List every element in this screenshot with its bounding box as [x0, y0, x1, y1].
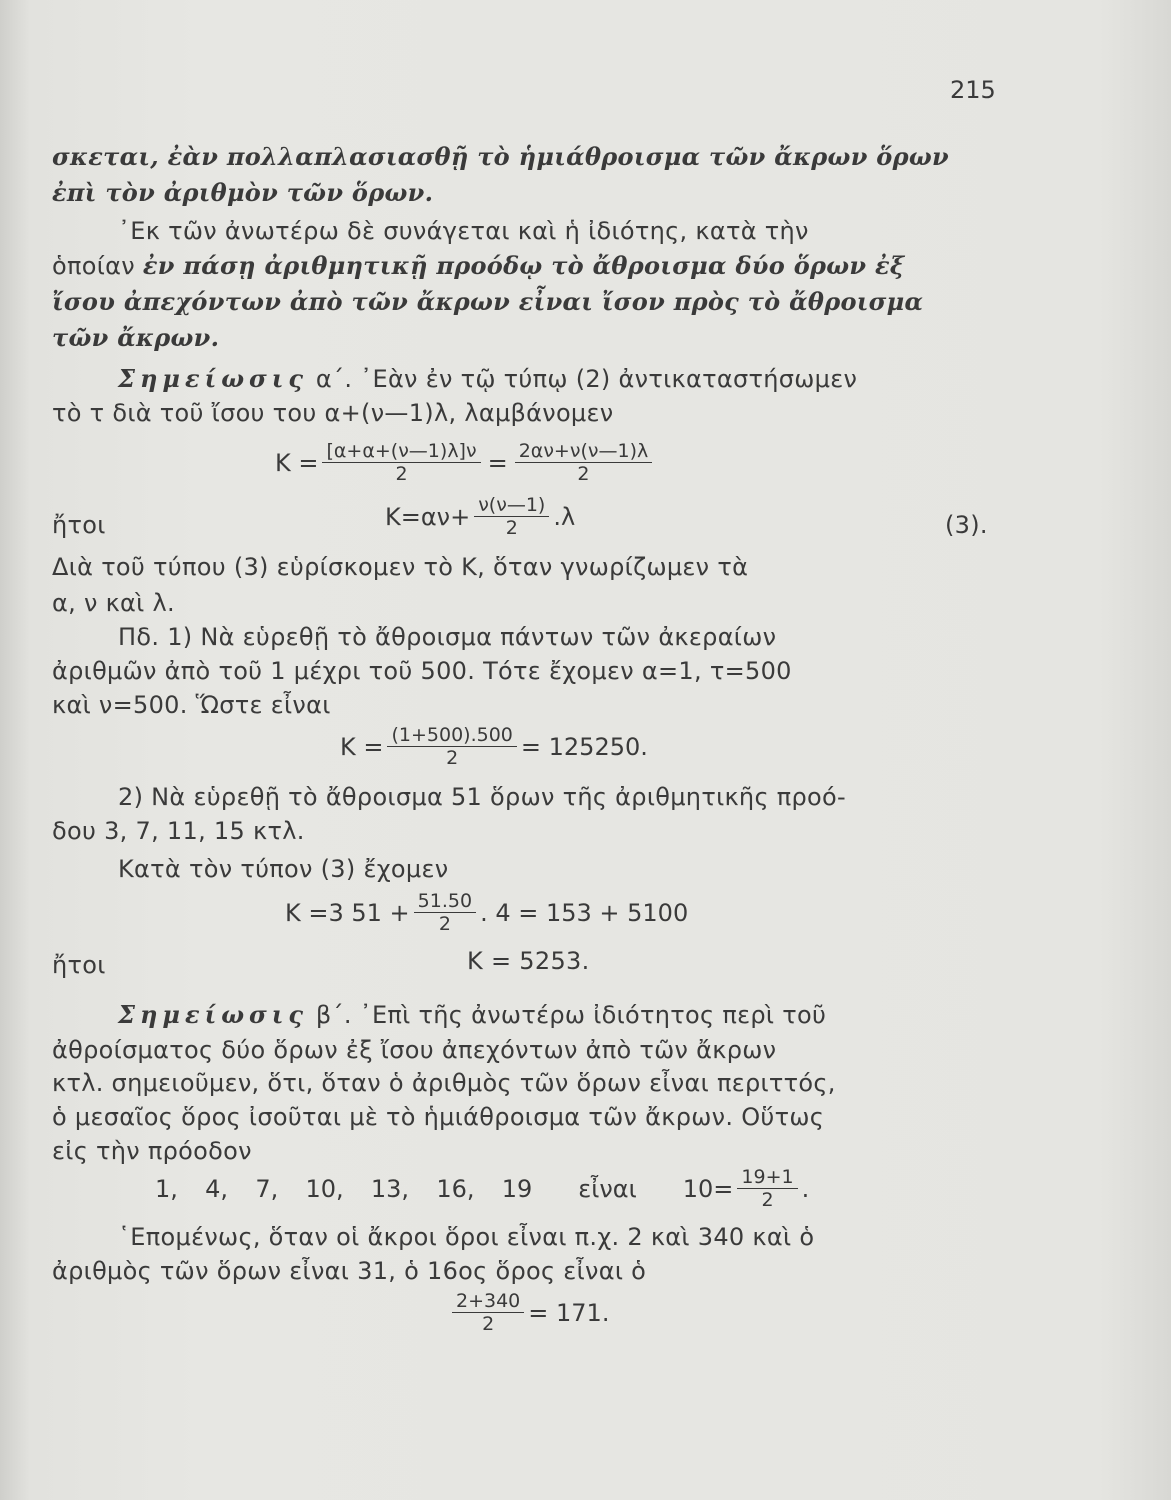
- eq-lhs: Κ=αν+: [385, 502, 471, 531]
- sequence: 1, 4, 7, 10, 13, 16, 19: [155, 1174, 533, 1203]
- text-line: ἀριθμῶν ἀπὸ τοῦ 1 μέχρι τοῦ 500. Τότε ἔχομεν α=1, τ=500: [52, 657, 792, 685]
- equation-tag: (3).: [945, 511, 988, 539]
- text-line: ἀθροίσματος δύο ὅρων ἐξ ἴσου ἀπεχόντων ἀπὸ τῶν ἄκρων: [52, 1036, 777, 1064]
- text-line: [52, 251, 904, 281]
- denominator: 2: [482, 1313, 495, 1335]
- text-span: α΄. ᾿Εὰν ἐν τῷ τύπῳ (2) ἀντικαταστήσωμεν: [307, 365, 858, 393]
- text-line: ὁ μεσαῖος ὅρος ἰσοῦται μὲ τὸ ἡμιάθροισμα τῶν ἄκρων. Οὕτως: [52, 1103, 825, 1131]
- eq-word: εἶναι: [578, 1174, 637, 1203]
- note-heading: Σημείωσις: [118, 364, 308, 393]
- text-line: κτλ. σημειοῦμεν, ὅτι, ὅταν ὁ ἀριθμὸς τῶν ὅρων εἶναι περιττός,: [52, 1069, 836, 1097]
- numerator: ν(ν—1): [474, 494, 549, 517]
- fraction: [515, 440, 653, 485]
- equation-2: [385, 494, 575, 539]
- fraction: [474, 494, 549, 539]
- eq-rhs: . 4 = 153 + 5100: [480, 898, 689, 927]
- note-heading: Σημείωσις: [118, 1000, 308, 1029]
- text-line: ἀριθμὸς τῶν ὅρων εἶναι 31, ὁ 16ος ὅρος εἶναι ὁ: [52, 1257, 647, 1285]
- text-line: δου 3, 7, 11, 15 κτλ.: [52, 817, 305, 845]
- denominator: 2: [438, 913, 451, 935]
- eq-sign: =: [487, 448, 508, 477]
- eq-rhs: = 125250.: [520, 732, 648, 761]
- denominator: 2: [395, 463, 408, 485]
- page-number: 215: [950, 76, 996, 104]
- eq-rhs: = 171.: [528, 1298, 610, 1327]
- text-line: Διὰ τοῦ τύπου (3) εὑρίσκομεν τὸ Κ, ὅταν γνωρίζωμεν τὰ: [52, 553, 749, 581]
- denominator: 2: [577, 463, 590, 485]
- text-line: καὶ ν=500. Ὥστε εἶναι: [52, 691, 331, 719]
- numerator: 2αν+ν(ν—1)λ: [515, 440, 653, 463]
- text-line: ἴσου ἀπεχόντων ἀπὸ τῶν ἄκρων εἶναι ἴσον πρὸς τὸ ἄθροισμα: [52, 287, 924, 316]
- denominator: 2: [505, 517, 518, 539]
- text-line: ἤτοι: [52, 511, 106, 539]
- fraction: [414, 890, 476, 935]
- equation-4: [285, 890, 688, 935]
- text-line: Κατὰ τὸν τύπον (3) ἔχομεν: [118, 855, 449, 883]
- denominator: 2: [761, 1189, 774, 1211]
- text-line: τὸ τ διὰ τοῦ ἴσου του α+(ν—1)λ, λαμβάνομεν: [52, 399, 614, 427]
- text-line: α, ν καὶ λ.: [52, 589, 175, 617]
- numerator: 2+340: [452, 1290, 524, 1313]
- fraction: [387, 724, 516, 769]
- numerator: 19+1: [737, 1166, 797, 1189]
- equation-7: [448, 1290, 609, 1335]
- eq-lhs: Κ =3 51 +: [285, 898, 410, 927]
- eq-rhs: .λ: [553, 502, 576, 531]
- equation-5: Κ = 5253.: [467, 947, 590, 975]
- text-line: [118, 1000, 826, 1030]
- text-line: [118, 364, 857, 394]
- eq-lhs: 10=: [682, 1174, 734, 1203]
- fraction: [452, 1290, 524, 1335]
- text-line: εἰς τὴν πρόοδον: [52, 1137, 252, 1165]
- text-span: ὁποίαν: [52, 252, 143, 280]
- denominator: 2: [446, 747, 459, 769]
- equation-6: [155, 1166, 809, 1211]
- text-line: σκεται, ἐὰν πολλαπλασιασθῇ τὸ ἡμιάθροισμα τῶν ἄκρων ὅρων: [52, 142, 949, 171]
- text-line: ἤτοι: [52, 951, 106, 979]
- text-line: τῶν ἄκρων.: [52, 323, 220, 352]
- text-line: Πδ. 1) Νὰ εὑρεθῇ τὸ ἄθροισμα πάντων τῶν ἀκεραίων: [118, 623, 777, 651]
- text-line: ᾿Εκ τῶν ἀνωτέρω δὲ συνάγεται καὶ ἡ ἰδιότης, κατὰ τὴν: [118, 217, 809, 245]
- numerator: 51.50: [414, 890, 476, 913]
- fraction: [737, 1166, 797, 1211]
- eq-rhs: .: [801, 1174, 810, 1203]
- italic-span: ἐν πάσῃ ἀριθμητικῇ προόδῳ τὸ ἄθροισμα δύο ὅρων ἐξ: [142, 251, 905, 280]
- fraction: [322, 440, 480, 485]
- numerator: [α+α+(ν—1)λ]ν: [322, 440, 480, 463]
- eq-lhs: Κ =: [275, 448, 319, 477]
- text-span: β΄. ᾿Επὶ τῆς ἀνωτέρω ἰδιότητος περὶ τοῦ: [307, 1001, 827, 1029]
- text-line: 2) Νὰ εὑρεθῇ τὸ ἄθροισμα 51 ὅρων τῆς ἀριθμητικῆς προό-: [118, 783, 846, 811]
- equation-3: [340, 724, 648, 769]
- numerator: (1+500).500: [387, 724, 516, 747]
- text-line: ἐπὶ τὸν ἀριθμὸν τῶν ὅρων.: [52, 178, 434, 207]
- eq-lhs: Κ =: [340, 732, 384, 761]
- equation-1: [275, 440, 656, 485]
- text-line: ῾Επομένως, ὅταν οἱ ἄκροι ὅροι εἶναι π.χ. 2 καὶ 340 καὶ ὁ: [118, 1223, 815, 1251]
